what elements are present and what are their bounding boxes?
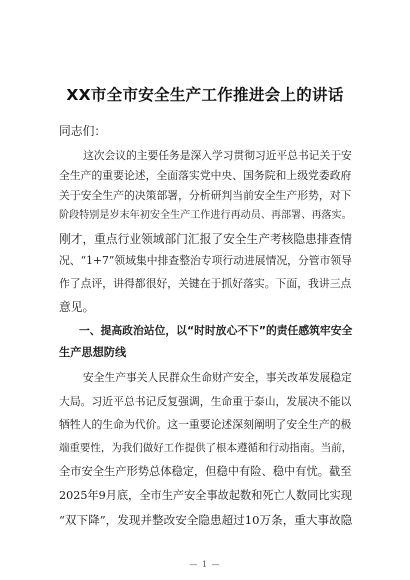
paragraph2-line: 安全生产事关人民群众生命财产安全，事关改革发展稳定 — [83, 371, 352, 384]
document-title: XX市全市安全生产工作推进会上的讲话 — [66, 86, 344, 104]
paragraph2-line: 2025年9月底，全市生产安全事故起数和死亡人数同比实现 — [59, 489, 352, 502]
paragraph2-line: 端重要性，为我们做好工作提供了根本遵循和行动指南。当前， — [59, 442, 353, 454]
paragraph1-line: 关于安全生产的决策部署，分析研判当前安全生产形势，对下 — [59, 189, 352, 202]
paragraph2-line: 大局。习近平总书记反复强调，生命重于泰山，发展决不能以 — [59, 395, 352, 408]
paragraph1-line: 刚才，重点行业领域部门汇报了安全生产考核隐患排查情 — [59, 232, 352, 246]
paragraph2-line: “双下降”，发现并整改安全隐患超过10万条，重大事故隐 — [59, 513, 353, 527]
salutation: 同志们： — [59, 124, 107, 138]
paragraph1-line: 况、“1+7”领域集中排查整治专项行动进展情况，分管市领导 — [59, 254, 352, 267]
paragraph2-line: 全市安全生产形势总体稳定，但稳中有险、稳中有忧。截至 — [59, 465, 352, 478]
paragraph1-line: 作了点评，讲得都很好，关键在于抓好落实。下面，我讲三点 — [59, 277, 352, 290]
section-heading-line: 生产思想防线 — [59, 346, 127, 359]
paragraph1-line: 全生产的重要论述，全面落实党中央、国务院和上级党委政府 — [59, 169, 352, 182]
page-number: — 1 — — [189, 560, 221, 569]
paragraph1-line: 意见。 — [59, 300, 95, 314]
paragraph1-line: 阶段特别是岁末年初安全生产工作进行再动员、再部署、再落实。 — [59, 210, 352, 221]
section-heading-line: 一、提高政治站位，以“时时放心不下”的责任感筑牢安全 — [79, 324, 353, 337]
paragraph1-line: 这次会议的主要任务是深入学习贯彻习近平总书记关于安 — [83, 149, 352, 162]
paragraph2-line: 牺牲人的生命为代价。这一重要论述深刻阐明了安全生产的极 — [59, 418, 352, 431]
